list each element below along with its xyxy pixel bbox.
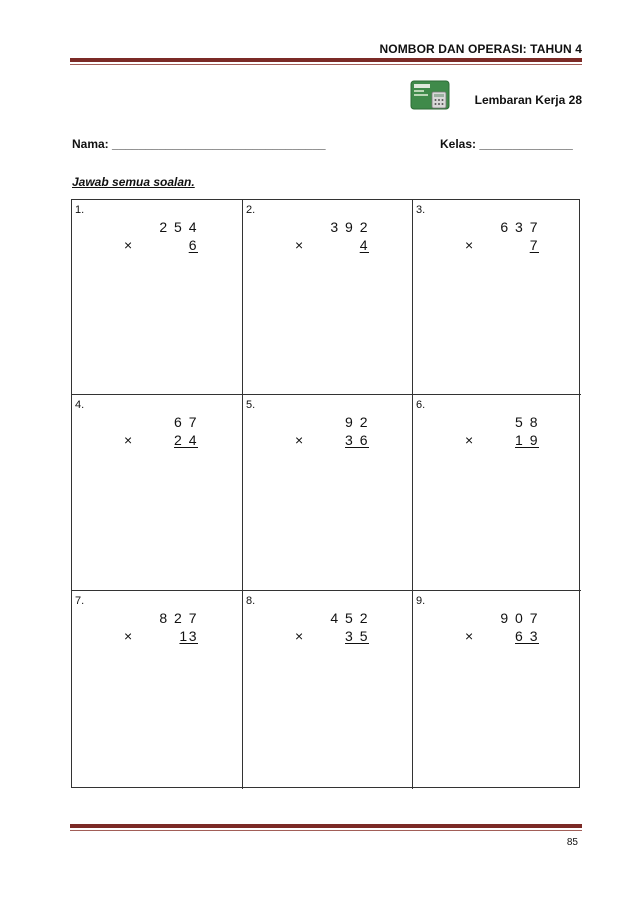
multiplicand: 4 5 2 (330, 610, 369, 626)
problem-number: 7. (75, 595, 85, 607)
multiplication-problem (124, 413, 198, 449)
multiplicand: 5 8 (515, 414, 539, 430)
multiplier: 1 9 (515, 432, 539, 448)
problem-number: 3. (416, 204, 426, 216)
times-sign: × (465, 432, 475, 448)
problem-number: 9. (416, 595, 426, 607)
multiplicand: 8 2 7 (159, 610, 198, 626)
page-number: 85 (566, 837, 578, 848)
problem-cell-1 (72, 200, 243, 395)
multiplication-problem (124, 218, 198, 254)
problem-cell-4 (72, 395, 243, 591)
name-field: Nama: ________________________________ (72, 137, 326, 151)
times-sign: × (465, 628, 475, 644)
problem-cell-8 (243, 591, 413, 789)
multiplier: 13 (179, 628, 198, 644)
worksheet-label: Lembaran Kerja 28 (474, 93, 582, 107)
multiplication-problem (465, 413, 539, 449)
multiplier: 6 (188, 237, 198, 253)
multiplier: 3 6 (345, 432, 369, 448)
multiplication-problem (295, 218, 369, 254)
multiplication-problem (465, 218, 539, 254)
page-header-title: NOMBOR DAN OPERASI: TAHUN 4 (379, 42, 582, 56)
header-divider (70, 58, 582, 65)
times-sign: × (465, 237, 475, 253)
multiplicand: 2 5 4 (159, 219, 198, 235)
problem-cell-3 (413, 200, 581, 395)
times-sign: × (295, 237, 305, 253)
instruction-text: Jawab semua soalan. (72, 175, 195, 189)
multiplicand: 6 7 (174, 414, 198, 430)
times-sign: × (124, 237, 134, 253)
multiplier: 6 3 (515, 628, 539, 644)
problem-number: 5. (246, 399, 256, 411)
times-sign: × (295, 628, 305, 644)
multiplier: 3 5 (345, 628, 369, 644)
problem-cell-9 (413, 591, 581, 789)
multiplicand: 6 3 7 (500, 219, 539, 235)
problem-cell-5 (243, 395, 413, 591)
problem-cell-6 (413, 395, 581, 591)
problem-cell-7 (72, 591, 243, 789)
problem-number: 8. (246, 595, 256, 607)
problem-number: 4. (75, 399, 85, 411)
calculator-chalkboard-icon (410, 80, 450, 110)
problem-grid (71, 199, 580, 788)
problem-number: 6. (416, 399, 426, 411)
problem-number: 1. (75, 204, 85, 216)
times-sign: × (124, 628, 134, 644)
multiplier: 2 4 (174, 432, 198, 448)
times-sign: × (295, 432, 305, 448)
class-field: Kelas: ______________ (440, 137, 573, 151)
multiplicand: 3 9 2 (330, 219, 369, 235)
problem-number: 2. (246, 204, 256, 216)
multiplicand: 9 2 (345, 414, 369, 430)
multiplication-problem (124, 609, 198, 645)
multiplicand: 9 0 7 (500, 610, 539, 626)
multiplication-problem (465, 609, 539, 645)
multiplier: 4 (359, 237, 369, 253)
problem-cell-2 (243, 200, 413, 395)
times-sign: × (124, 432, 134, 448)
multiplication-problem (295, 609, 369, 645)
footer-divider (70, 824, 582, 831)
multiplier: 7 (529, 237, 539, 253)
multiplication-problem (295, 413, 369, 449)
